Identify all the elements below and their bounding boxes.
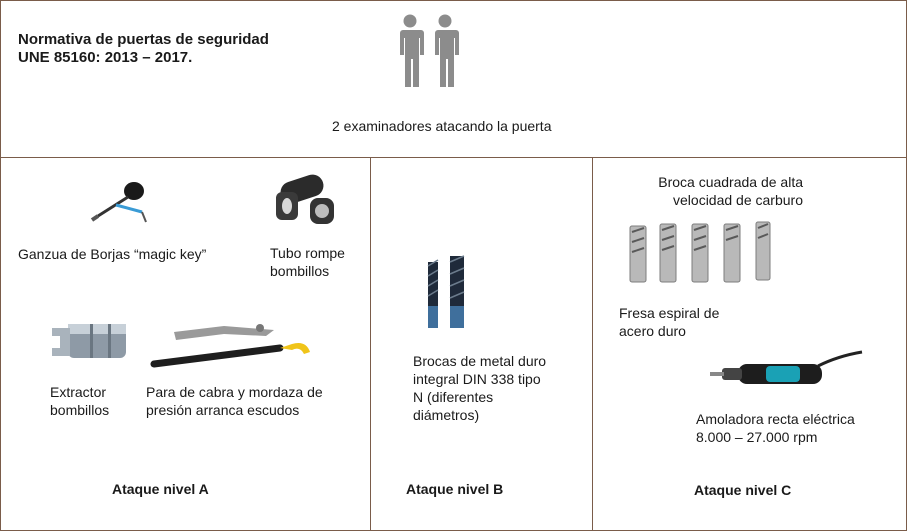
crowbar-and-locking-pliers-icon <box>150 318 318 370</box>
two-people-icon <box>393 14 463 89</box>
tool-label-spiral-mill: Fresa espiral de acero duro <box>619 305 720 339</box>
page-title-line2: UNE 85160: 2013 – 2017. <box>18 49 193 66</box>
carbide-drill-bits-icon <box>424 252 470 330</box>
level-b-label: Ataque nivel B <box>406 481 504 497</box>
column-divider-bc <box>592 158 593 531</box>
tool-label-carbide-drills: Brocas de metal duro integral DIN 338 tipo N (diferentes diámetros) <box>413 353 547 423</box>
tool-label-die-grinder: Amoladora recta eléctrica 8.000 – 27.000 rpm <box>696 411 855 445</box>
cylinder-extractor-icon <box>50 318 130 366</box>
level-a-label: Ataque nivel A <box>112 481 209 497</box>
die-grinder-icon <box>708 348 864 396</box>
square-carbide-bits-icon <box>622 218 778 284</box>
tool-label-crowbar-pliers: Para de cabra y mordaza de presión arranca escudos <box>146 384 323 418</box>
tool-label-extractor: Extractor bombillos <box>50 384 110 418</box>
column-divider-ab <box>370 158 371 531</box>
tool-label-square-carbide: Broca cuadrada de alta velocidad de carburo <box>658 174 803 208</box>
magic-key-tool-icon <box>88 178 150 226</box>
cylinder-breaker-tube-icon <box>274 170 338 228</box>
tool-label-magic-key: Ganzua de Borjas “magic key” <box>18 246 207 262</box>
header-divider <box>0 157 907 158</box>
tool-label-breaker-tube: Tubo rompe bombillos <box>270 245 345 279</box>
level-c-label: Ataque nivel C <box>694 482 792 498</box>
page-title-line1: Normativa de puertas de seguridad <box>18 31 269 48</box>
examiners-caption: 2 examinadores atacando la puerta <box>332 118 552 134</box>
